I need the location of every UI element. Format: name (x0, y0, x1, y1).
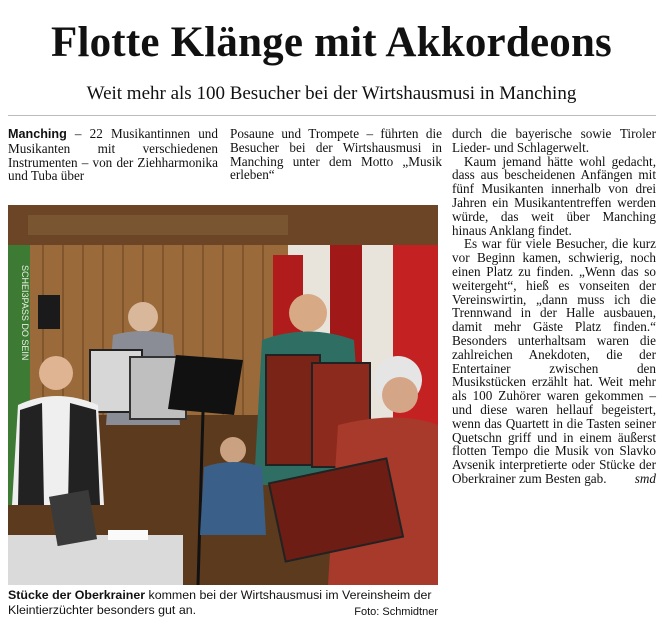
divider-rule (8, 115, 656, 116)
article-subheadline: Weit mehr als 100 Besucher bei der Wirtshausmusi in Manching (86, 83, 577, 104)
paragraph (452, 237, 656, 485)
dateline: Manching (8, 127, 67, 141)
caption-text: kommen bei der Wirtshausmusi im Vereinsheim der Kleintierzüchter besonders gut an. (8, 588, 432, 617)
article-headline: Flotte Klänge mit Akkordeons (50, 19, 612, 66)
text-column-2 (230, 127, 442, 182)
caption-lead: Stücke der Oberkrainer (8, 588, 146, 602)
text-column-1 (8, 127, 218, 183)
paragraph: Kaum jemand hätte wohl gedacht, dass aus bescheidenen Anfängen mit fünf Musikanten innerhalb von drei Jahren ein Musikantentreffen werden würde, das weit über Manching hinaus Anklang findet. (452, 153, 656, 238)
paragraph-text: Es war für viele Besucher, die kurz vor Beginn kamen, schwierig, noch einen Platz zu finden. „Wenn das so weitergeht“, hieß es vonseiten der Vereinswirtin, „dann muss ich die Trennwand in der Halle ausbauen, damit mehr Gäste Platz finden.“ Besonders unterhaltsam waren die zahlreichen Anekdoten, die der Entertainer zwischen den Musikstücken erzählt hat. Weit mehr als 100 Zuhörer waren gekommen – und diese waren hellauf begeistert, wenn das Quartett in die Tasten seiner Quetschn griff und in einem äußerst flotten Tempo die Musik von Slavko Avsenik interpretierte oder Stücke der Oberkrainer zum Besten gab. (452, 236, 656, 486)
paragraph: durch die bayerische sowie Tiroler Lieder- und Schlagerwelt. (452, 126, 656, 155)
column-1-text: – 22 Musikantinnen und Musikanten mit verschiedenen Instrumenten – von der Ziehharmonika und Tuba über (8, 126, 218, 184)
photo-caption (8, 588, 438, 620)
paragraph: Posaune und Trompete – führten die Besucher bei der Wirtshausmusi in Manching unter dem Motto „Musik erleben“ (230, 126, 442, 183)
photo-credit: Foto: Schmidtner (354, 606, 438, 618)
text-column-3 (452, 127, 656, 486)
paragraph (8, 127, 218, 183)
speaker (38, 295, 60, 329)
author-signature: smd (634, 470, 656, 486)
banner-text: SCHEI3PASS DO SEIN (20, 265, 30, 361)
article-photo (8, 205, 438, 585)
